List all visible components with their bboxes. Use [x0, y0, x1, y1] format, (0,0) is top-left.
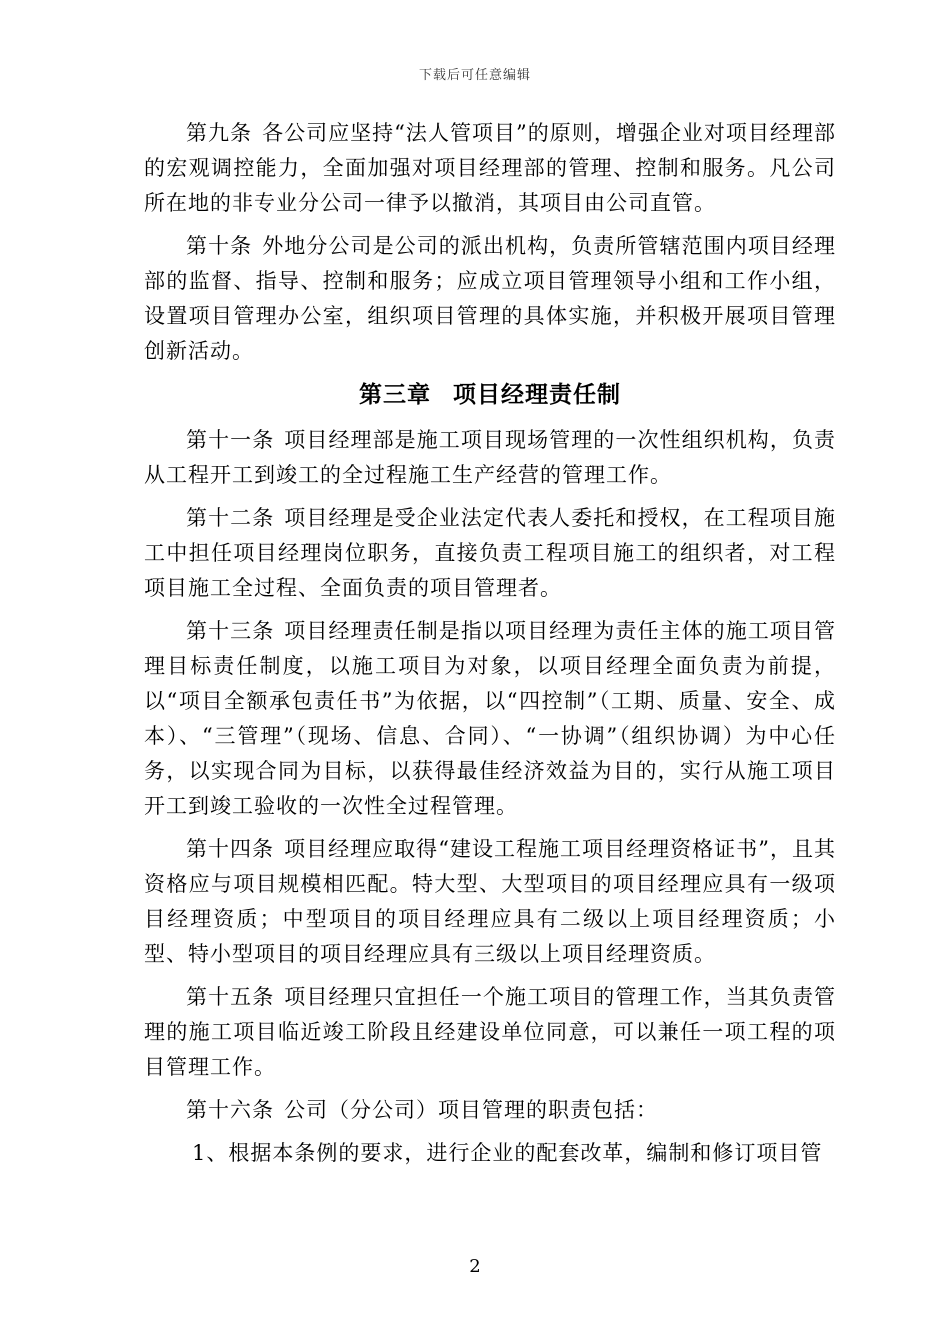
article-text: 项目经理部是施工项目现场管理的一次性组织机构，负责从工程开工到竣工的全过程施工生产经营的管理工作。 [144, 428, 837, 487]
article-number: 第十条 [186, 234, 253, 258]
list-item: 1、根据本条例的要求，进行企业的配套改革，编制和修订项目管 [192, 1141, 823, 1165]
chapter-title: 项目经理责任制 [453, 382, 621, 408]
chapter-number: 第三章 [359, 382, 431, 408]
article-text: 公司（分公司）项目管理的职责包括： [284, 1098, 658, 1122]
article-13 [144, 614, 836, 824]
article-11 [144, 423, 836, 493]
chapter-heading [144, 377, 836, 413]
article-text: 外地分公司是公司的派出机构，负责所管辖范围内项目经理部的监督、指导、控制和服务；应成立项目管理领导小组和工作小组，设置项目管理办公室，组织项目管理的具体实施，并积极开展项目管理创新活动。 [144, 234, 837, 363]
article-9 [144, 116, 836, 221]
page-header: 下载后可任意编辑 [418, 68, 531, 83]
article-text: 项目经理责任制是指以项目经理为责任主体的施工项目管理目标责任制度，以施工项目为对象，以项目经理全面负责为前提，以“项目全额承包责任书”为依据，以“四控制”（工期、质量、安全、成本）、“三管理”（现场、信息、合同）、“一协调”（组织协调）为中心任务，以实现合同为目标，以获得最佳经济效益为目的，实行从施工项目开工到竣工验收的一次性全过程管理。 [144, 619, 837, 818]
page-number: 2 [469, 1256, 481, 1277]
article-text: 项目经理是受企业法定代表人委托和授权，在工程项目施工中担任项目经理岗位职务，直接负责工程项目施工的组织者，对工程项目施工全过程、全面负责的项目管理者。 [144, 506, 837, 600]
article-number: 第九条 [186, 121, 253, 145]
article-14 [144, 832, 836, 972]
article-16 [144, 1093, 836, 1128]
article-number: 第十一条 [186, 428, 275, 452]
article-number: 第十六条 [186, 1098, 274, 1122]
article-text: 项目经理应取得“建设工程施工项目经理资格证书”，且其资格应与项目规模相匹配。特大型、大型项目的项目经理应具有一级项目经理资质；中型项目的项目经理应具有二级以上项目经理资质；小型、特小型项目的项目经理应具有三级以上项目经理资质。 [144, 837, 836, 966]
article-number: 第十五条 [186, 985, 275, 1009]
article-number: 第十四条 [186, 837, 275, 861]
article-10 [144, 229, 836, 369]
article-number: 第十三条 [186, 619, 275, 643]
document-body [144, 116, 836, 1171]
article-text: 项目经理只宜担任一个施工项目的管理工作，当其负责管理的施工项目临近竣工阶段且经建设单位同意，可以兼任一项工程的项目管理工作。 [144, 985, 837, 1079]
article-12 [144, 501, 836, 606]
article-15 [144, 980, 836, 1085]
article-number: 第十二条 [186, 506, 275, 530]
article-text: 各公司应坚持“法人管项目”的原则，增强企业对项目经理部的宏观调控能力，全面加强对项目经理部的管理、控制和服务。凡公司所在地的非专业分公司一律予以撤消，其项目由公司直管。 [144, 121, 836, 215]
